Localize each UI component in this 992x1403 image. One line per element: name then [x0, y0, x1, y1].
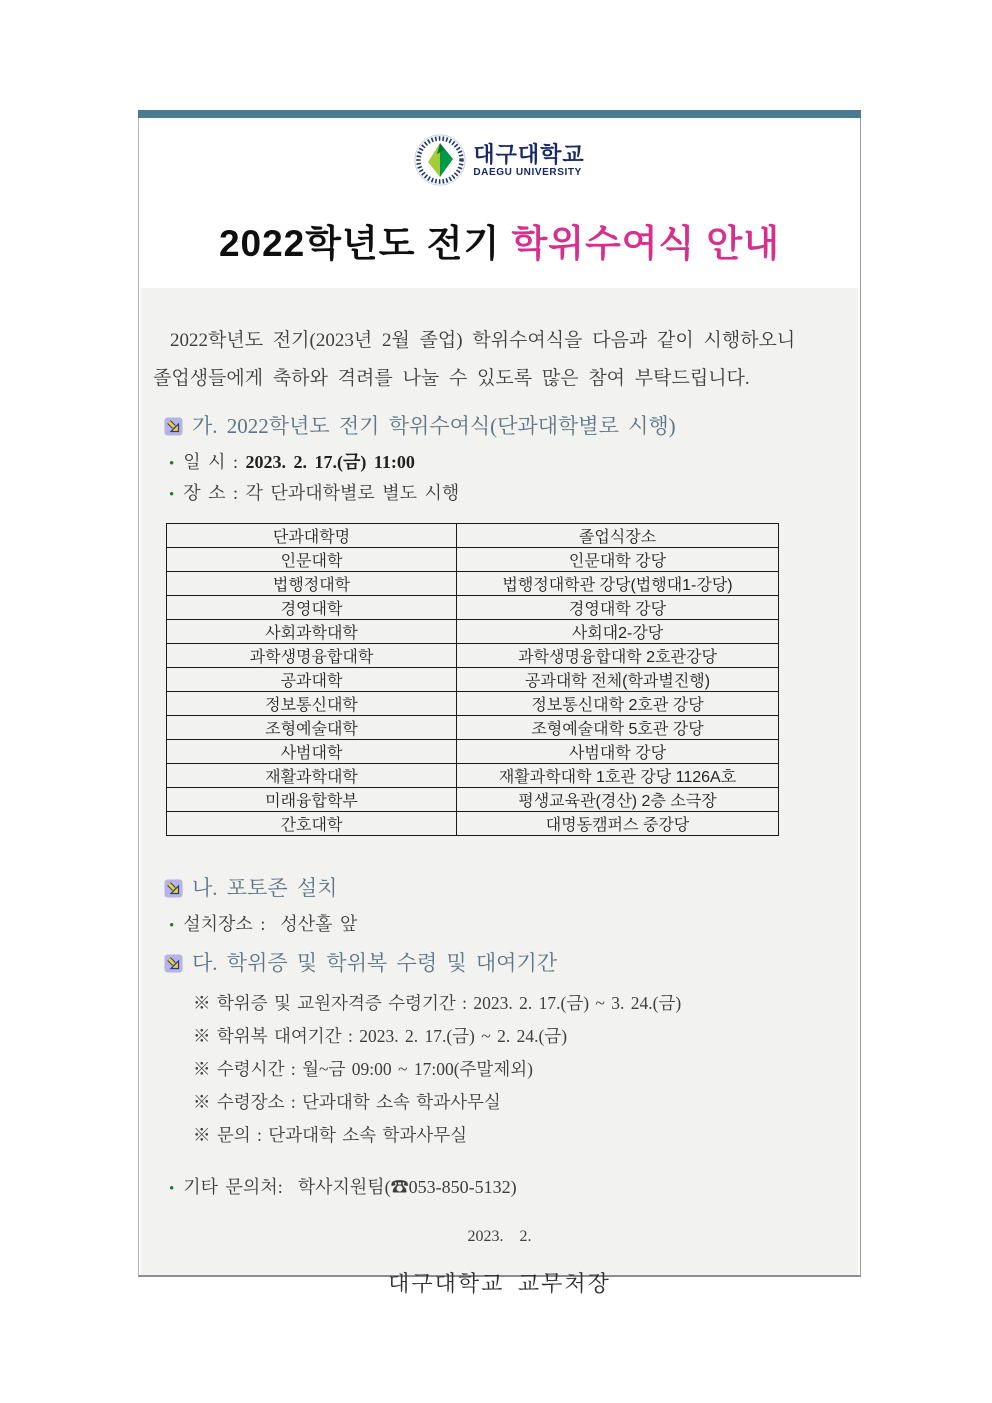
university-logo — [414, 134, 584, 186]
note-line: ※ 학위복 대여기간 : 2023. 2. 17.(금) ~ 2. 24.(금) — [193, 1026, 568, 1046]
place-text: 장 소 : 각 단과대학별로 별도 시행 — [183, 483, 460, 503]
date-bullet — [169, 448, 846, 479]
cell-college: 사회과학대학 — [167, 620, 457, 644]
table-row — [167, 716, 779, 740]
cell-venue: 정보통신대학 2호관 강당 — [457, 692, 779, 716]
cell-venue: 인문대학 강당 — [457, 548, 779, 572]
arrow-badge-icon — [164, 879, 183, 898]
column-header-venue: 졸업식장소 — [457, 524, 779, 548]
section-b-title: 나. 포토존 설치 — [192, 876, 338, 900]
cell-college: 재활과학대학 — [167, 764, 457, 788]
cell-college: 미래융합학부 — [167, 788, 457, 812]
section-c-heading — [164, 948, 846, 978]
cell-college: 조형예술대학 — [167, 716, 457, 740]
page-title-black: 2022학년도 전기 — [218, 223, 512, 264]
photozone-bullet — [169, 910, 846, 941]
university-name-korean: 대구대학교 — [473, 141, 585, 167]
cell-college: 법행정대학 — [167, 572, 457, 596]
table-header-row — [167, 524, 779, 548]
arrow-badge-icon — [164, 417, 183, 436]
cell-college: 정보통신대학 — [167, 692, 457, 716]
notice-document — [138, 110, 861, 1296]
venue-table — [166, 523, 779, 836]
cell-college: 간호대학 — [167, 812, 457, 836]
cell-college: 사범대학 — [167, 740, 457, 764]
cell-college: 공과대학 — [167, 668, 457, 692]
table-row — [167, 812, 779, 836]
cell-college: 인문대학 — [167, 548, 457, 572]
contact-text: 기타 문의처: 학사지원팀(☎053-850-5132) — [183, 1177, 517, 1197]
university-name-english: DAEGU UNIVERSITY — [473, 166, 582, 178]
bullet-icon: • — [169, 487, 175, 503]
table-row — [167, 740, 779, 764]
page-title — [139, 213, 860, 267]
contact-bullet — [169, 1173, 846, 1204]
cell-venue: 과학생명융합대학 2호관강당 — [457, 644, 779, 668]
cell-venue: 사범대학 강당 — [457, 740, 779, 764]
table-row — [167, 644, 779, 668]
university-seal-icon — [414, 134, 466, 186]
section-c-title: 다. 학위증 및 학위복 수령 및 대여기간 — [192, 951, 558, 975]
cell-venue: 조형예술대학 5호관 강당 — [457, 716, 779, 740]
footer-date: 2023. 2. — [467, 1228, 532, 1245]
notes-list — [193, 987, 846, 1152]
bullet-icon: • — [169, 918, 175, 934]
note-line: ※ 학위증 및 교원자격증 수령기간 : 2023. 2. 17.(금) ~ 3. 24.(금) — [193, 993, 682, 1013]
note-line: ※ 수령시간 : 월~금 09:00 ~ 17:00(주말제외) — [193, 1059, 533, 1079]
cell-college: 과학생명융합대학 — [167, 644, 457, 668]
intro-line-2: 졸업생들에게 축하와 격려를 나눌 수 있도록 많은 참여 부탁드립니다. — [153, 368, 750, 389]
cell-venue: 사회대2-강당 — [457, 620, 779, 644]
cell-venue: 대명동캠퍼스 중강당 — [457, 812, 779, 836]
cell-college: 경영대학 — [167, 596, 457, 620]
university-logo-text — [473, 143, 584, 178]
intro-paragraph — [153, 322, 846, 398]
table-row — [167, 620, 779, 644]
section-a-title: 가. 2022학년도 전기 학위수여식(단과대학별로 시행) — [192, 414, 676, 438]
bullet-icon: • — [169, 456, 175, 472]
table-row — [167, 668, 779, 692]
table-row — [167, 596, 779, 620]
cell-venue: 평생교육관(경산) 2층 소극장 — [457, 788, 779, 812]
cell-venue: 재활과학대학 1호관 강당 1126A호 — [457, 764, 779, 788]
table-row — [167, 548, 779, 572]
table-row — [167, 764, 779, 788]
section-a-bullets — [153, 448, 846, 510]
page-title-pink: 학위수여식 안내 — [511, 223, 781, 264]
top-accent-bar — [138, 110, 861, 118]
notice-body — [141, 288, 858, 1296]
document-header — [139, 118, 860, 288]
place-bullet — [169, 479, 846, 510]
note-line: ※ 수령장소 : 단과대학 소속 학과사무실 — [193, 1092, 501, 1112]
section-a-heading — [164, 411, 846, 441]
cell-venue: 경영대학 강당 — [457, 596, 779, 620]
table-row — [167, 692, 779, 716]
photozone-text: 설치장소 : 성산홀 앞 — [183, 914, 358, 934]
arrow-badge-icon — [164, 954, 183, 973]
bullet-icon: • — [169, 1181, 175, 1197]
footer-signature: 대구대학교 교무처장 — [388, 1271, 611, 1296]
note-line: ※ 문의 : 단과대학 소속 학과사무실 — [193, 1125, 468, 1145]
section-b-heading — [164, 873, 846, 903]
cell-venue: 법행정대학관 강당(법행대1-강당) — [457, 572, 779, 596]
date-label: 일 시 : — [183, 452, 246, 472]
table-row — [167, 788, 779, 812]
table-row — [167, 572, 779, 596]
cell-venue: 공과대학 전체(학과별진행) — [457, 668, 779, 692]
column-header-college: 단과대학명 — [167, 524, 457, 548]
intro-line-1: 2022학년도 전기(2023년 2월 졸업) 학위수여식을 다음과 같이 시행하오니 — [170, 330, 796, 351]
date-value: 2023. 2. 17.(금) 11:00 — [245, 452, 415, 472]
